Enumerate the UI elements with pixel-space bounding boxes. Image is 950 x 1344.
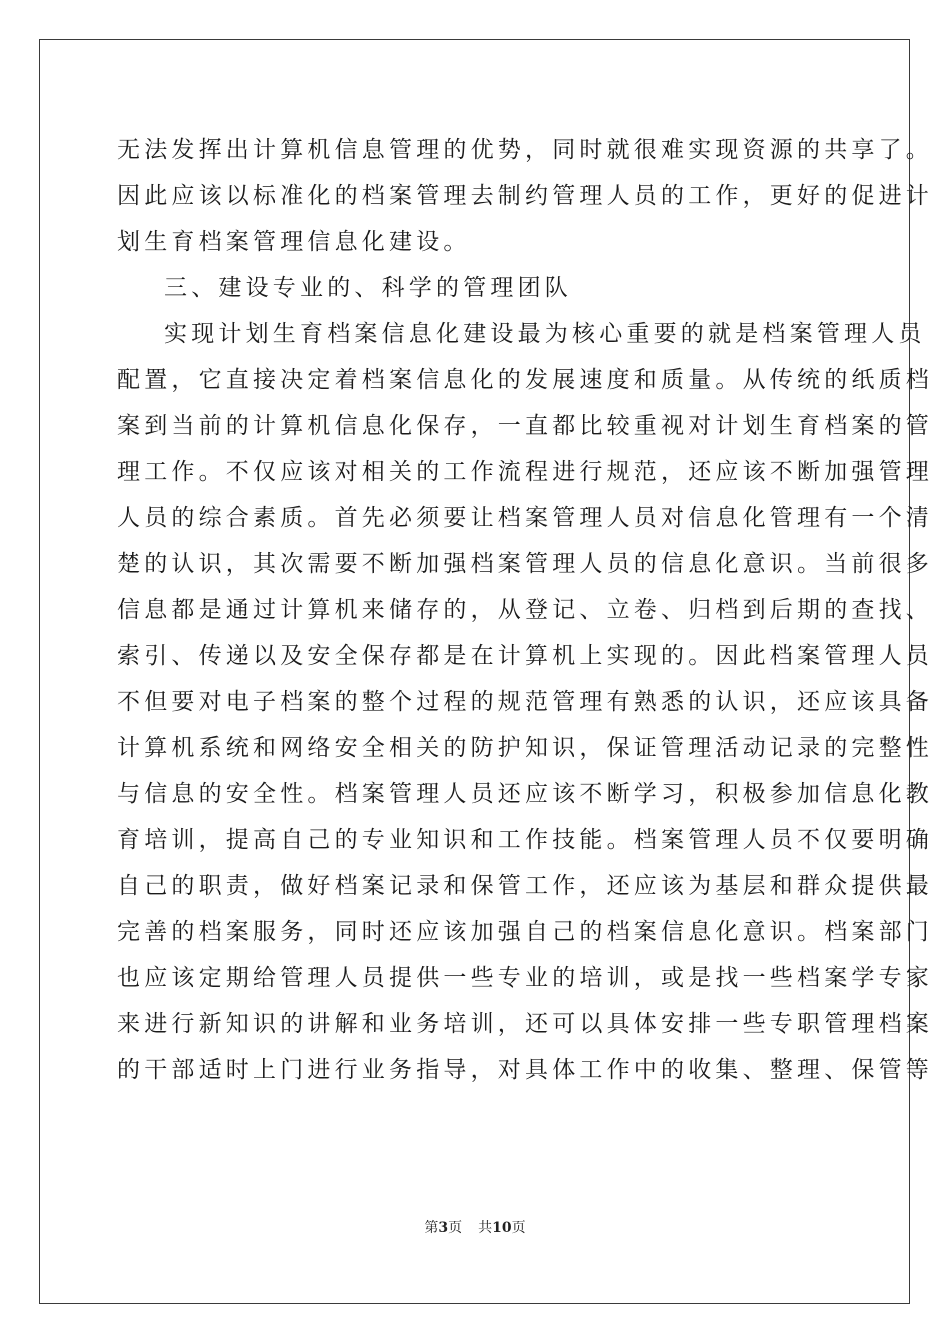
text-line: 不但要对电子档案的整个过程的规范管理有熟悉的认识，还应该具备 bbox=[117, 689, 933, 715]
text-line: 案到当前的计算机信息化保存，一直都比较重视对计划生育档案的管 bbox=[117, 413, 933, 439]
text-line: 楚的认识，其次需要不断加强档案管理人员的信息化意识。当前很多 bbox=[117, 551, 933, 577]
text-line: 与信息的安全性。档案管理人员还应该不断学习，积极参加信息化教 bbox=[117, 781, 933, 807]
text-line: 也应该定期给管理人员提供一些专业的培训，或是找一些档案学专家 bbox=[117, 965, 933, 991]
text-line: 育培训，提高自己的专业知识和工作技能。档案管理人员不仅要明确 bbox=[117, 827, 933, 853]
text-line: 来进行新知识的讲解和业务培训，还可以具体安排一些专职管理档案 bbox=[117, 1011, 933, 1037]
text-line: 完善的档案服务，同时还应该加强自己的档案信息化意识。档案部门 bbox=[117, 919, 933, 945]
document-body bbox=[117, 127, 933, 1093]
total-label-suffix: 页 bbox=[511, 1220, 526, 1236]
text-line: 理工作。不仅应该对相关的工作流程进行规范，还应该不断加强管理 bbox=[117, 459, 933, 485]
text-line: 实现计划生育档案信息化建设最为核心重要的就是档案管理人员 bbox=[164, 321, 926, 347]
text-line: 人员的综合素质。首先必须要让档案管理人员对信息化管理有一个清 bbox=[117, 505, 933, 531]
total-pages: 10 bbox=[492, 1220, 512, 1236]
text-line: 因此应该以标准化的档案管理去制约管理人员的工作，更好的促进计 bbox=[117, 183, 933, 209]
text-line: 划生育档案管理信息化建设。 bbox=[117, 229, 471, 255]
total-label-prefix: 共 bbox=[478, 1220, 493, 1236]
text-line: 配置，它直接决定着档案信息化的发展速度和质量。从传统的纸质档 bbox=[117, 367, 933, 393]
text-line: 自己的职责，做好档案记录和保管工作，还应该为基层和群众提供最 bbox=[117, 873, 933, 899]
text-line: 信息都是通过计算机来储存的，从登记、立卷、归档到后期的查找、 bbox=[117, 597, 933, 623]
page-number: 3 bbox=[438, 1220, 449, 1236]
text-line: 的干部适时上门进行业务指导，对具体工作中的收集、整理、保管等 bbox=[117, 1057, 933, 1083]
page-label-prefix: 第 bbox=[424, 1220, 439, 1236]
text-line: 计算机系统和网络安全相关的防护知识，保证管理活动记录的完整性 bbox=[117, 735, 933, 761]
text-line: 索引、传递以及安全保存都是在计算机上实现的。因此档案管理人员 bbox=[117, 643, 933, 669]
text-line: 无法发挥出计算机信息管理的优势，同时就很难实现资源的共享了。 bbox=[117, 137, 933, 163]
page-label-suffix: 页 bbox=[448, 1220, 463, 1236]
section-heading: 三、建设专业的、科学的管理团队 bbox=[164, 275, 572, 301]
page-footer bbox=[0, 1217, 950, 1237]
